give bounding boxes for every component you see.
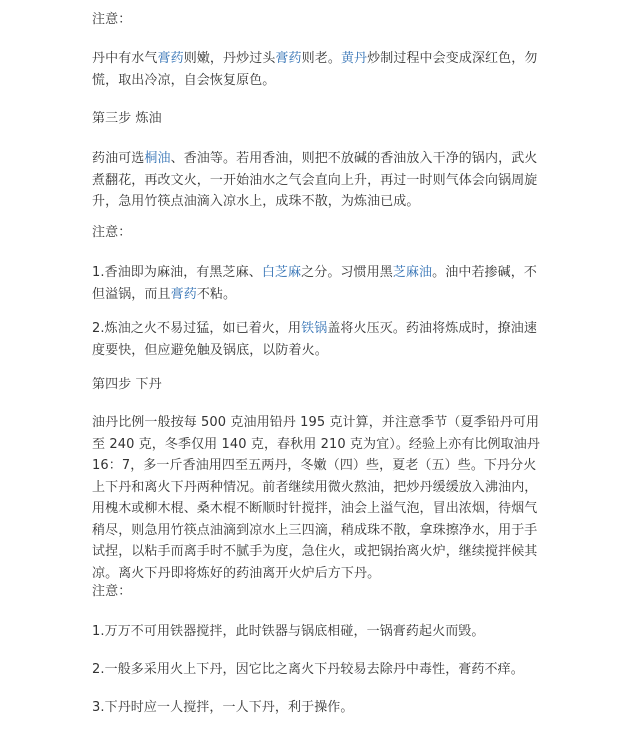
text-span: 不粘。 bbox=[196, 286, 237, 302]
paragraph-refine-oil bbox=[92, 148, 542, 213]
link-huangdan[interactable]: 黄丹 bbox=[340, 51, 368, 66]
link-gaoyao[interactable]: 膏药 bbox=[157, 51, 184, 66]
step3-heading: 第三步 炼油 bbox=[92, 111, 162, 126]
paragraph-dan-water bbox=[92, 48, 542, 91]
text-span: 2.炼油之火不易过猛，如已着火，用 bbox=[92, 321, 302, 336]
note-heading: 注意： bbox=[92, 584, 132, 599]
link-zhimayou[interactable]: 芝麻油 bbox=[392, 265, 433, 280]
note-heading: 注意： bbox=[92, 225, 132, 240]
text-span: 1.香油即为麻油，有黑芝麻、 bbox=[92, 265, 262, 280]
paragraph-add-dan: 油丹比例一般按每 500 克油用铅丹 195 克计算，并注意季节（夏季铅丹可用至 240 克，冬季仅用 140 克，春秋用 210 克为宜）。经验上亦有比例取油丹 16：7，多一斤香油用四至五两丹，冬嫩（四）些，夏老（五）些。下丹分火上下丹和离火下丹两种情况。前者继续用微火熬油，把炒丹缓缓放入沸油内，用槐木或柳木棍、桑木棍不断顺时针搅拌，油会上溢气泡，冒出浓烟，待烟气稍尽，则急用竹筷点油滴到凉水上三四滴，稍成珠不散，拿珠擦净水，用于手试捏，以粘手而离手时不腻手为度，急住火，或把锅抬离火炉，继续搅拌候其凉。离火下丹即将炼好的药油离开火炉后方下丹。 bbox=[92, 415, 540, 581]
link-tieguo[interactable]: 铁锅 bbox=[301, 321, 328, 336]
text-span: 药油可选 bbox=[92, 151, 145, 166]
text-span: 则嫩，丹炒过头 bbox=[183, 51, 276, 66]
link-gaoyao[interactable]: 膏药 bbox=[170, 286, 197, 302]
link-baizhima[interactable]: 白芝麻 bbox=[261, 265, 302, 280]
link-tongyou[interactable]: 桐油 bbox=[144, 151, 171, 166]
paragraph-sesame-oil bbox=[92, 262, 542, 305]
text-span: 之分。习惯用黑 bbox=[301, 265, 393, 280]
text-span: 炒制过程中会变成深红色，勿慌，取出冷凉，自会恢复原色。 bbox=[92, 51, 538, 88]
link-gaoyao[interactable]: 膏药 bbox=[275, 51, 302, 66]
text-span: 则老。 bbox=[301, 51, 341, 66]
text-span: 、香油等。若用香油，则把不放碱的香油放入干净的锅内，武火煮翻花，再改文火，一开始油水之气会直向上升，再过一时则气体会向锅周旋升，急用竹筷点油滴入凉水上，成珠不散，为炼油已成。 bbox=[92, 151, 538, 209]
paragraph-note-3: 3.下丹时应一人搅拌，一人下丹，利于操作。 bbox=[92, 700, 354, 715]
paragraph-note-1: 1.万万不可用铁器搅拌，此时铁器与锅底相碰，一锅膏药起火而毁。 bbox=[92, 624, 485, 639]
text-span: 丹中有水气 bbox=[92, 51, 158, 66]
paragraph-note-2: 2.一般多采用火上下丹，因它比之离火下丹较易去除丹中毒性，膏药不痒。 bbox=[92, 662, 524, 677]
paragraph-fire-control bbox=[92, 318, 542, 361]
step4-heading: 第四步 下丹 bbox=[92, 377, 162, 392]
note-heading: 注意： bbox=[92, 12, 132, 27]
text-span: 。油中若掺碱，不但溢锅，而且 bbox=[92, 265, 537, 302]
text-span: 盖将火压灭。药油将炼成时，撩油速度要快，但应避免触及锅底，以防着火。 bbox=[92, 321, 537, 358]
